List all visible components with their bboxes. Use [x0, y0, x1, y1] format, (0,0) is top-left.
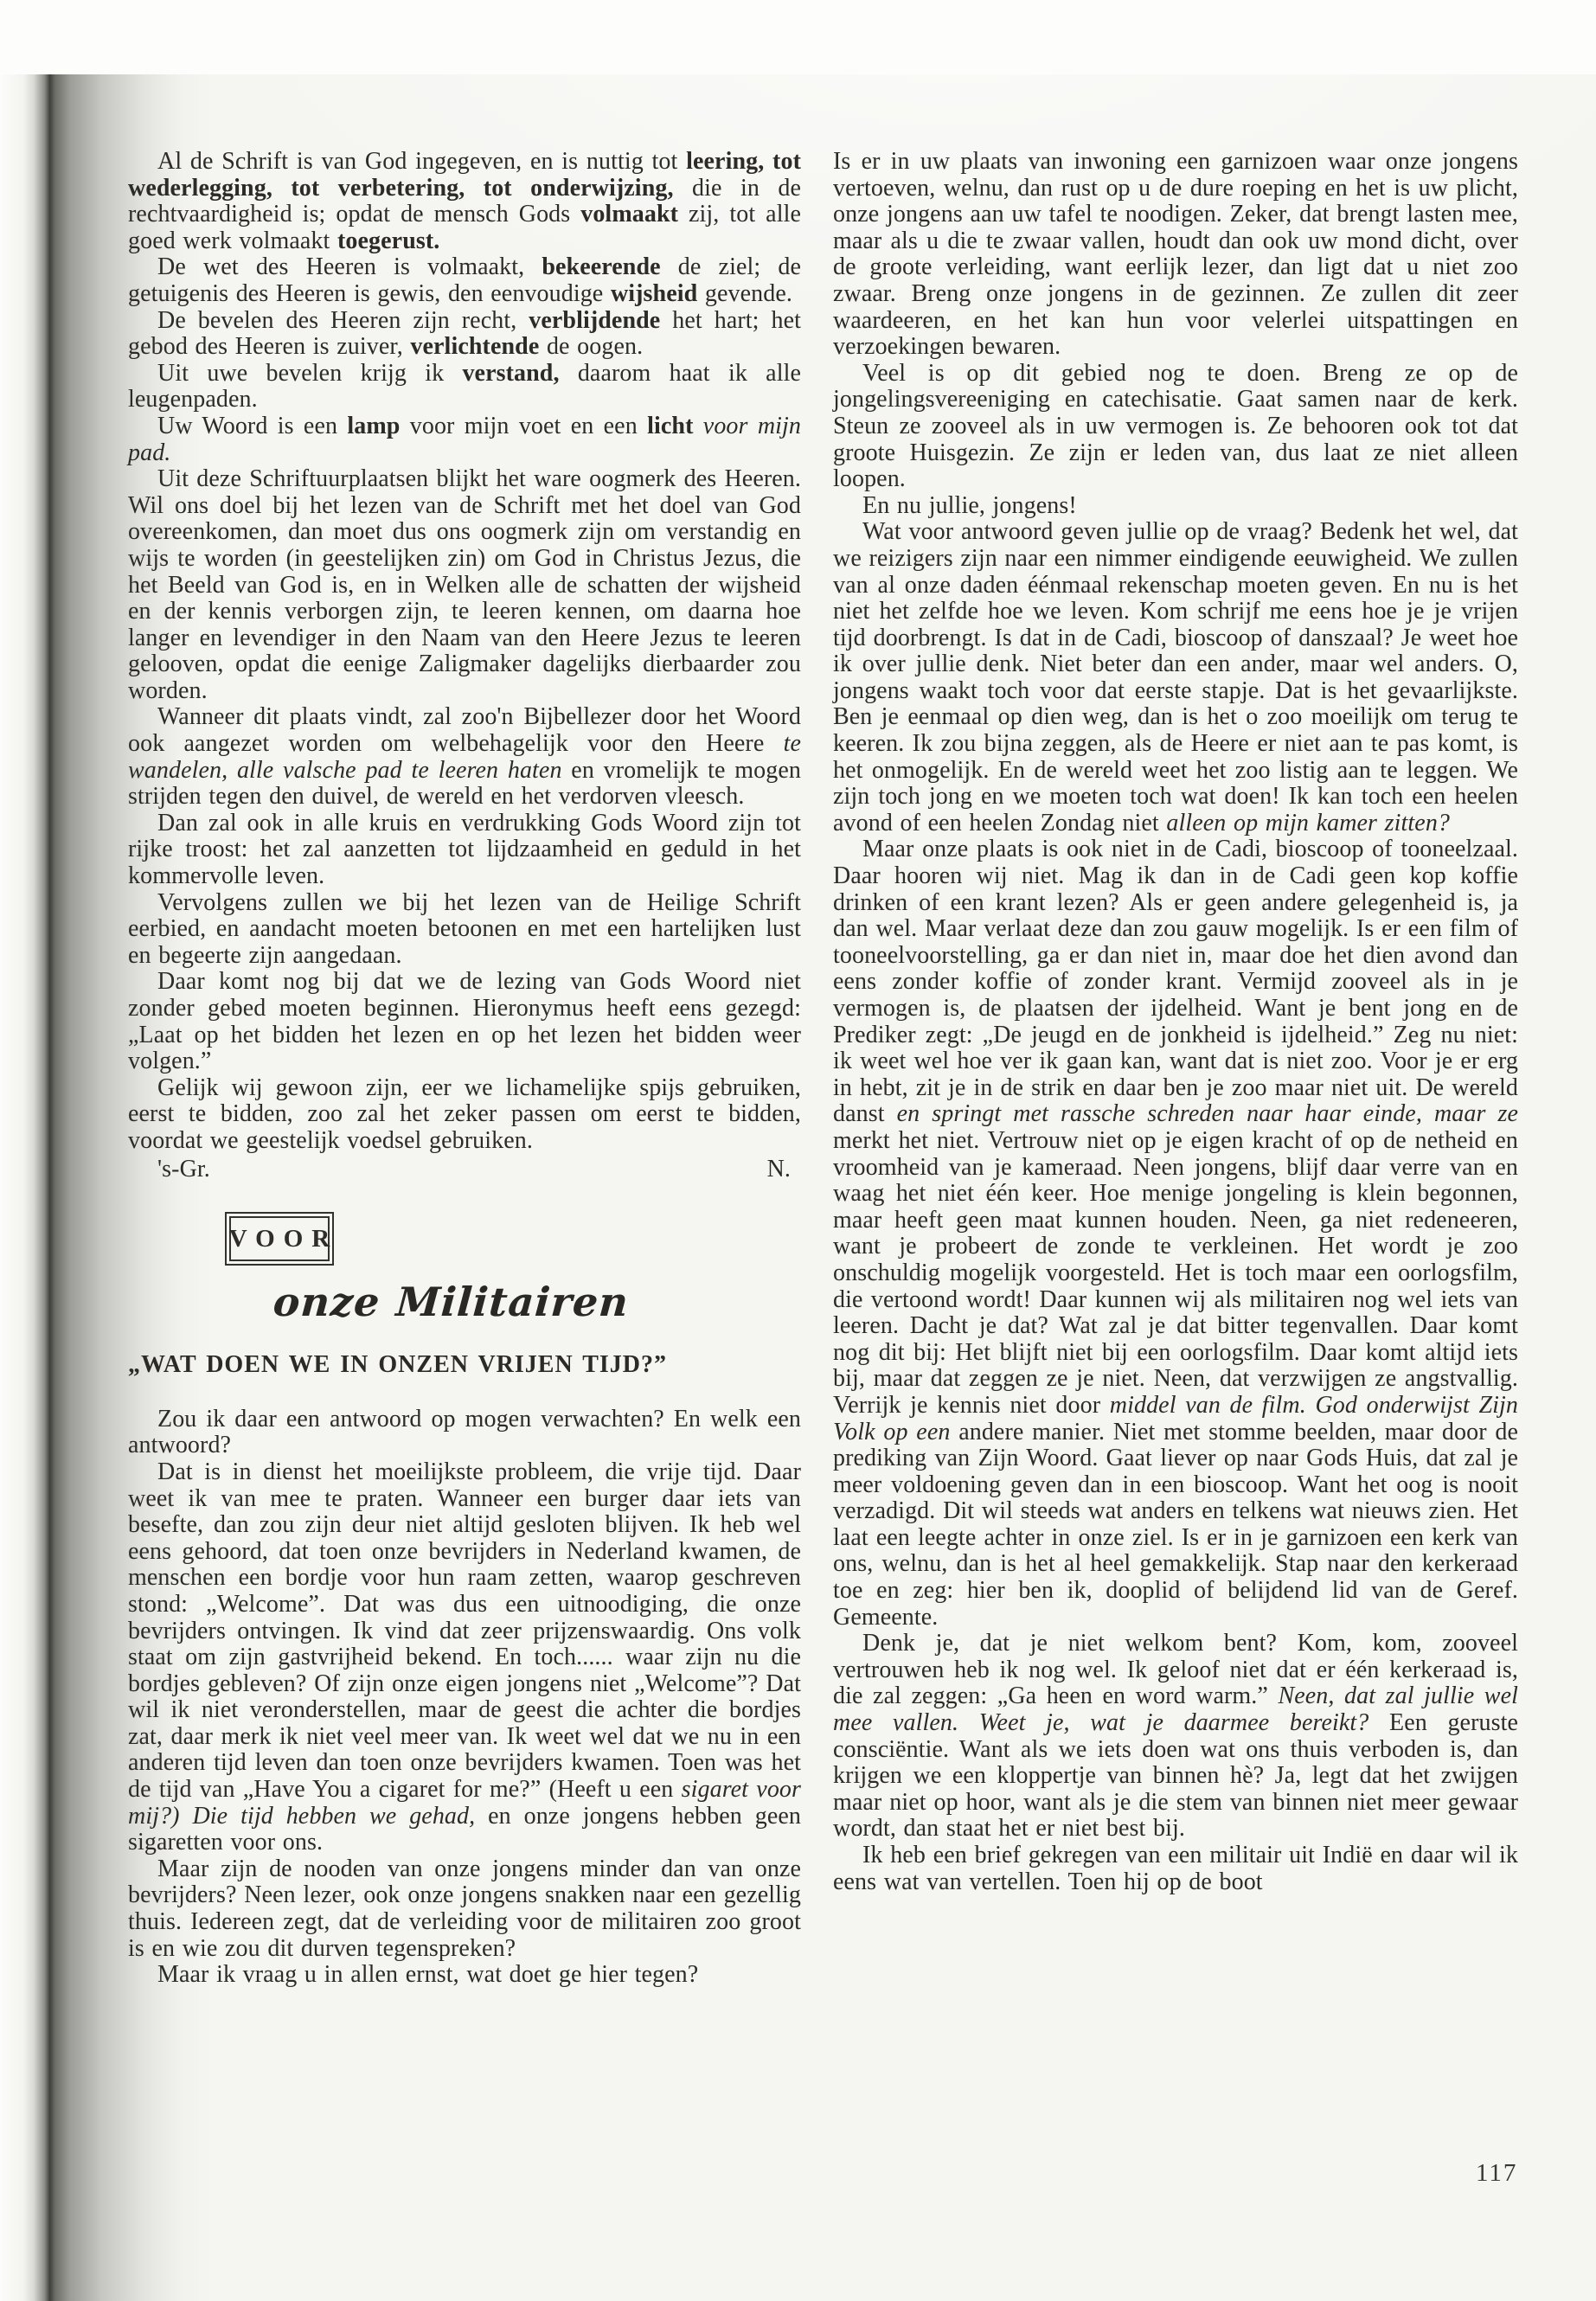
paragraph: Is er in uw plaats van inwoning een garnizoen waar onze jongens vertoeven, welnu, dan rust op u de dure roeping en het is uw plicht, onze jongens aan uw tafel te noodigen. Zeker, dat brengt lasten mee, maar als u die te zwaar vallen, houdt dan ook uw mond dicht, over de groote verleiding, want eerlijk lezer, dan ligt dat u niet zoo zwaar. Breng onze jongens in de gezinnen. Ze zullen dit zeer waardeeren, en het kan hun voor velerlei uitspattingen en verzoekingen bewaren.	[833, 148, 1518, 361]
page-top-margin	[0, 0, 1596, 74]
paragraph: Denk je, dat je niet welkom bent? Kom, kom, zooveel vertrouwen heb ik nog wel. Ik geloof niet dat er één kerkeraad is, die zal zeggen: „Ga heen en word warm.” Neen, dat zal jullie wel mee vallen. Weet je, wat je daarmee bereikt? Een geruste consciëntie. Want als we iets doen wat ons thuis verboden is, dan krijgen we een kloppertje van binnen hè? Ja, legt dat het zwijgen maar niet op hoor, want als je die stem van binnen niet meer gewaar wordt, dan staat het er niet best bij.	[833, 1630, 1518, 1843]
section-script-title: onze Militairen	[272, 1279, 631, 1326]
article-heading: „WAT DOEN WE IN ONZEN VRIJEN TIJD?”	[128, 1351, 667, 1379]
page-number: 117	[1476, 2159, 1518, 2187]
paragraph: De wet des Heeren is volmaakt, bekeerende de ziel; de getuigenis des Heeren is gewis, den eenvoudige wijsheid gevende.	[128, 253, 801, 307]
right-column	[833, 149, 1518, 1895]
paragraph: Al de Schrift is van God ingegeven, en is nuttig tot leering, tot wederlegging, tot verbetering, tot onderwijzing, die in de rechtvaardigheid is; opdat de mensch Gods volmaakt zij, tot alle goed werk volmaakt toegerust.	[128, 148, 802, 254]
left-column	[128, 149, 801, 1989]
signature-place: 's-Gr.	[157, 1155, 210, 1183]
paragraph: Zou ik daar een antwoord op mogen verwachten? En welk een antwoord?	[128, 1405, 801, 1459]
paragraph: Dat is in dienst het moeilijkste probleem, die vrije tijd. Daar weet ik van mee te praten. Wanneer een burger daar iets van besefte, dan zou zijn deur niet altijd gesloten blijven. Ik heb wel eens gehoord, dat toen onze bevrijders in Nederland kwamen, de menschen een bordje voor hun raam zetten, waarop geschreven stond: „Welcome”. Dat was dus een uitnoodiging, die onze bevrijders ontvingen. Ik vind dat zeer prijzenswaardig. Ons volk staat om zijn gastvrijheid bekend. En toch...... waar zijn nu die bordjes gebleven? Of zijn onze eigen jongens niet „Welcome”? Dat wil ik niet veronderstellen, maar de geest die achter die bordjes zat, daar merk ik niet veel meer van. Ik weet wel dat we nu in een anderen tijd leven dan toen onze bevrijders kwamen. Toen was het de tijd van „Have You a cigaret for me?” (Heeft u een sigaret voor mij?) Die tijd hebben we gehad, en onze jongens hebben geen sigaretten voor ons.	[128, 1458, 802, 1856]
paragraph: En nu jullie, jongens!	[862, 491, 1077, 519]
right-column-text	[833, 149, 1518, 1895]
paragraph: Vervolgens zullen we bij het lezen van de Heilige Schrift eerbied, en aandacht moeten betoonen en met een hartelijken lust en begeerte zijn aangedaan.	[128, 888, 801, 969]
paragraph: Wat voor antwoord geven jullie op de vraag? Bedenk het wel, dat we reizigers zijn naar een nimmer eindigende eeuwigheid. We zullen van al onze daden éénmaal rekenschap moeten geven. En nu is het niet het zelfde hoe we leven. Kom schrijf me eens hoe je je vrijen tijd doorbrengt. Is dat in de Cadi, bioscoop of danszaal? Je weet hoe ik over jullie denk. Niet beter dan een ander, maar wel anders. O, jongens waakt toch voor dat eerste stapje. Dat is het gevaarlijkste. Ben je eenmaal op dien weg, dan is het o zoo moeilijk om terug te keeren. Ik zou bijna zeggen, als de Heere er niet aan te pas komt, is het onmogelijk. En de wereld weet het zoo listig aan te leggen. We zijn toch jong en we moeten toch wat doen! Ik kan toch een heelen avond of een heelen Zondag niet alleen op mijn kamer zitten?	[833, 518, 1518, 836]
section-kicker-label: VOOR	[228, 1224, 339, 1253]
paragraph: Maar onze plaats is ook niet in de Cadi, bioscoop of tooneelzaal. Daar hooren wij niet. Mag ik dan in de Cadi geen kop koffie drinken of een krant lezen? Als er geen andere gelegenheid is, ja dan wel. Maar verlaat deze dan zou gauw mogelijk. Is er een film of tooneelvoorstelling, ga er dan niet in, maar doe het dien avond dan eens zonder koffie of zonder krant. Vermijd zooveel als in je vermogen is, de plaatsen der ijdelheid. Want je bent jong en de Prediker zegt: „De jeugd en de jonkheid is ijdelheid.” Zeg nu niet: ik weet wel hoe ver ik gaan kan, want dat is niet zoo. Voor je er erg in hebt, zit je in de strik en daar ben je zoo maar niet uit. De wereld danst en springt met rassche schreden naar haar einde, maar ze merkt het niet. Vertrouw niet op je eigen kracht of op de netheid en vroomheid van je kameraad. Neen jongens, blijf daar verre van en waag het niet één keer. Hoe menige jongeling is klein begonnen, maar heeft geen maat kunnen houden. Neen, ga niet redeneeren, want je probeert de zonde te verkleinen. Het wordt je zoo onschuldig mogelijk voorgesteld. Het is toch maar een oorlogsfilm, die vertoond wordt! Daar kunnen wij als militairen nog wel iets van leeren. Dacht je dat? Wat zal je dat bitter tegenvallen. Daar komt nog dit bij: Het blijft niet bij een oorlogsfilm. Daar komt altijd iets bij, maar dat zeggen ze je niet. Neen, dat verzwijgen ze angstvallig. Verrijk je kennis niet door middel van de film. God onderwijst Zijn Volk op een andere manier. Niet met stomme beelden, maar door de prediking van Zijn Woord. Gaat liever op naar Gods Huis, dat zal je meer voldoening geven dan in een bioscoop. Want het oog is nooit verzadigd. Dit wil steeds wat anders en telkens wat nieuws zien. Het laat een leegte achter in onze ziel. Is er in je garnizoen een kerk van ons, welnu, dan is het al heel gemakkelijk. Stap naar den kerkeraad toe en zeg: hier ben ik, dooplid of belijdend lid van de Geref. Gemeente.	[833, 836, 1518, 1631]
paragraph: Uw Woord is een lamp voor mijn voet en een licht voor mijn pad.	[128, 412, 802, 466]
paragraph: Daar komt nog bij dat we de lezing van Gods Woord niet zonder gebed moeten beginnen. Hieronymus heeft eens gezegd: „Laat op het bidden het lezen en op het lezen het bidden weer volgen.”	[128, 968, 801, 1075]
paragraph: Maar ik vraag u in allen ernst, wat doet ge hier tegen?	[157, 1961, 699, 1989]
signature-row	[128, 1157, 801, 1183]
signature-initial: N.	[766, 1155, 791, 1183]
left-column-top-text	[128, 149, 801, 1155]
paragraph: Ik heb een brief gekregen van een militair uit Indië en daar wil ik eens wat van vertellen. Toen hij op de boot	[833, 1842, 1518, 1895]
paragraph: De bevelen des Heeren zijn recht, verblijdende het hart; het gebod des Heeren is zuiver, verlichtende de oogen.	[128, 306, 801, 361]
paragraph: Dan zal ook in alle kruis en verdrukking Gods Woord zijn tot rijke troost: het zal aanzetten tot lijdzaamheid en geduld in het kommervolle leven.	[128, 809, 801, 890]
paragraph: Wanneer dit plaats vindt, zal zoo'n Bijbellezer door het Woord ook aangezet worden om welbehagelijk voor den Heere te wandelen, alle valsche pad te leeren haten en vromelijk te mogen strijden tegen den duivel, de wereld en het verdorven vleesch.	[128, 703, 801, 811]
paragraph: Gelijk wij gewoon zijn, eer we lichamelijke spijs gebruiken, eerst te bidden, zoo zal het zeker passen om eerst te bidden, voordat we geestelijk voedsel gebruiken.	[128, 1074, 801, 1154]
paragraph: Uit deze Schriftuurplaatsen blijkt het ware oogmerk des Heeren. Wil ons doel bij het lezen van de Schrift met het doel van God overeenkomen, dan moet dus ons oogmerk zijn om verstandig en wijs te worden (in geestelijken zin) om God in Christus Jezus, die het Beeld van God is, en in Welken alle de schatten der wijsheid en der kennis verborgen zijn, te leeren kennen, om daarna hoe langer en levendiger in den Naam van den Heere Jezus te leeren gelooven, opdat die eenige Zaligmaker dagelijks dierbaarder zou worden.	[128, 465, 801, 704]
left-column-bottom-text	[128, 1407, 801, 1989]
paragraph: Uit uwe bevelen krijg ik verstand, daarom haat ik alle leugenpaden.	[128, 359, 801, 413]
section-kicker-box	[225, 1212, 339, 1266]
paragraph: Veel is op dit gebied nog te doen. Breng ze op de jongelingsvereeniging en catechisatie. Gaat samen naar de kerk. Steun ze zooveel als in uw vermogen is. Ze behooren ook tot dat groote Huisgezin. Ze zijn er leden van, dus laat ze niet alleen loopen.	[833, 359, 1518, 493]
paragraph: Maar zijn de nooden van onze jongens minder dan van onze bevrijders? Neen lezer, ook onze jongens snakken naar een gezellig thuis. Iedereen zegt, dat de verleiding voor de militairen zoo groot is en wie zou dit durven tegenspreken?	[128, 1855, 801, 1962]
